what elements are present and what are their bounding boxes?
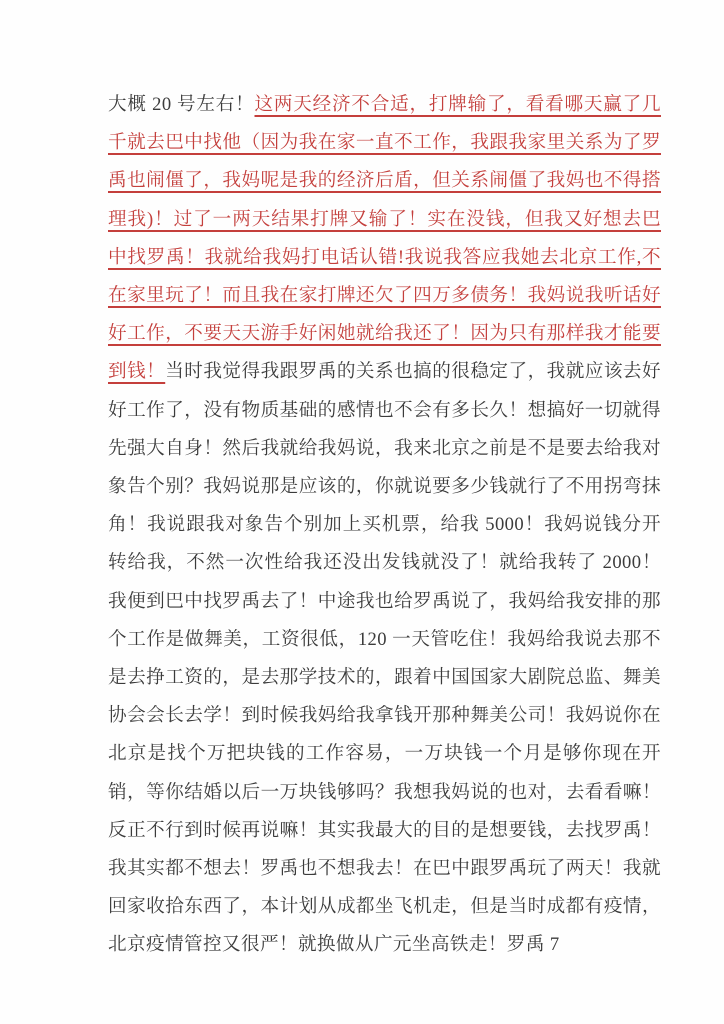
paragraph [108,86,661,965]
body-text: 当时我觉得我跟罗禹的关系也搞的很稳定了，我就应该去好好工作了，没有物质基础的感情也不会有多长久！想搞好一切就得先强大自身！然后我就给我妈说，我来北京之前是不是要去给我对象告个别？我妈说那是应该的，你就说要多少钱就行了不用拐弯抹角！我说跟我对象告个别加上买机票，给我 5000！我妈说钱分开转给我，不然一次性给我还没出发钱就没了！就给我转了 2000！我便到巴中找罗禹去了！中途我也给罗禹说了，我妈给我安排的那个工作是做舞美，工资很低，120 一天管吃住！我妈给我说去那不是去挣工资的，是去那学技术的，跟着中国国家大剧院总监、舞美协会会长去学！到时候我妈给我拿钱开那种舞美公司！我妈说你在北京是找个万把块钱的工作容易，一万块钱一个月是够你现在开销，等你结婚以后一万块钱够吗？我想我妈说的也对，去看看嘛！反正不行到时候再说嘛！其实我最大的目的是想要钱，去找罗禹！我其实都不想去！罗禹也不想我去！在巴中跟罗禹玩了两天！我就回家收拾东西了，本计划从成都坐飞机走，但是当时成都有疫情，北京疫情管控又很严！就换做从广元坐高铁走！罗禹 7 [108,361,661,956]
intro-text: 大概 20 号左右！ [108,94,255,115]
highlighted-passage: 这两天经济不合适，打牌输了，看看哪天赢了几千就去巴中找他（因为我在家一直不工作，我跟我家里关系为了罗禹也闹僵了，我妈呢是我的经济后盾，但关系闹僵了我妈也不得搭理我)！过了一两天结果打牌又输了！实在没钱，但我又好想去巴中找罗禹！我就给我妈打电话认错!我说我答应我她去北京工作,不在家里玩了！而且我在家打牌还欠了四万多债务！我妈说我听话好好工作，不要天天游手好闲她就给我还了！因为只有那样我才能要到钱！ [108,94,661,383]
